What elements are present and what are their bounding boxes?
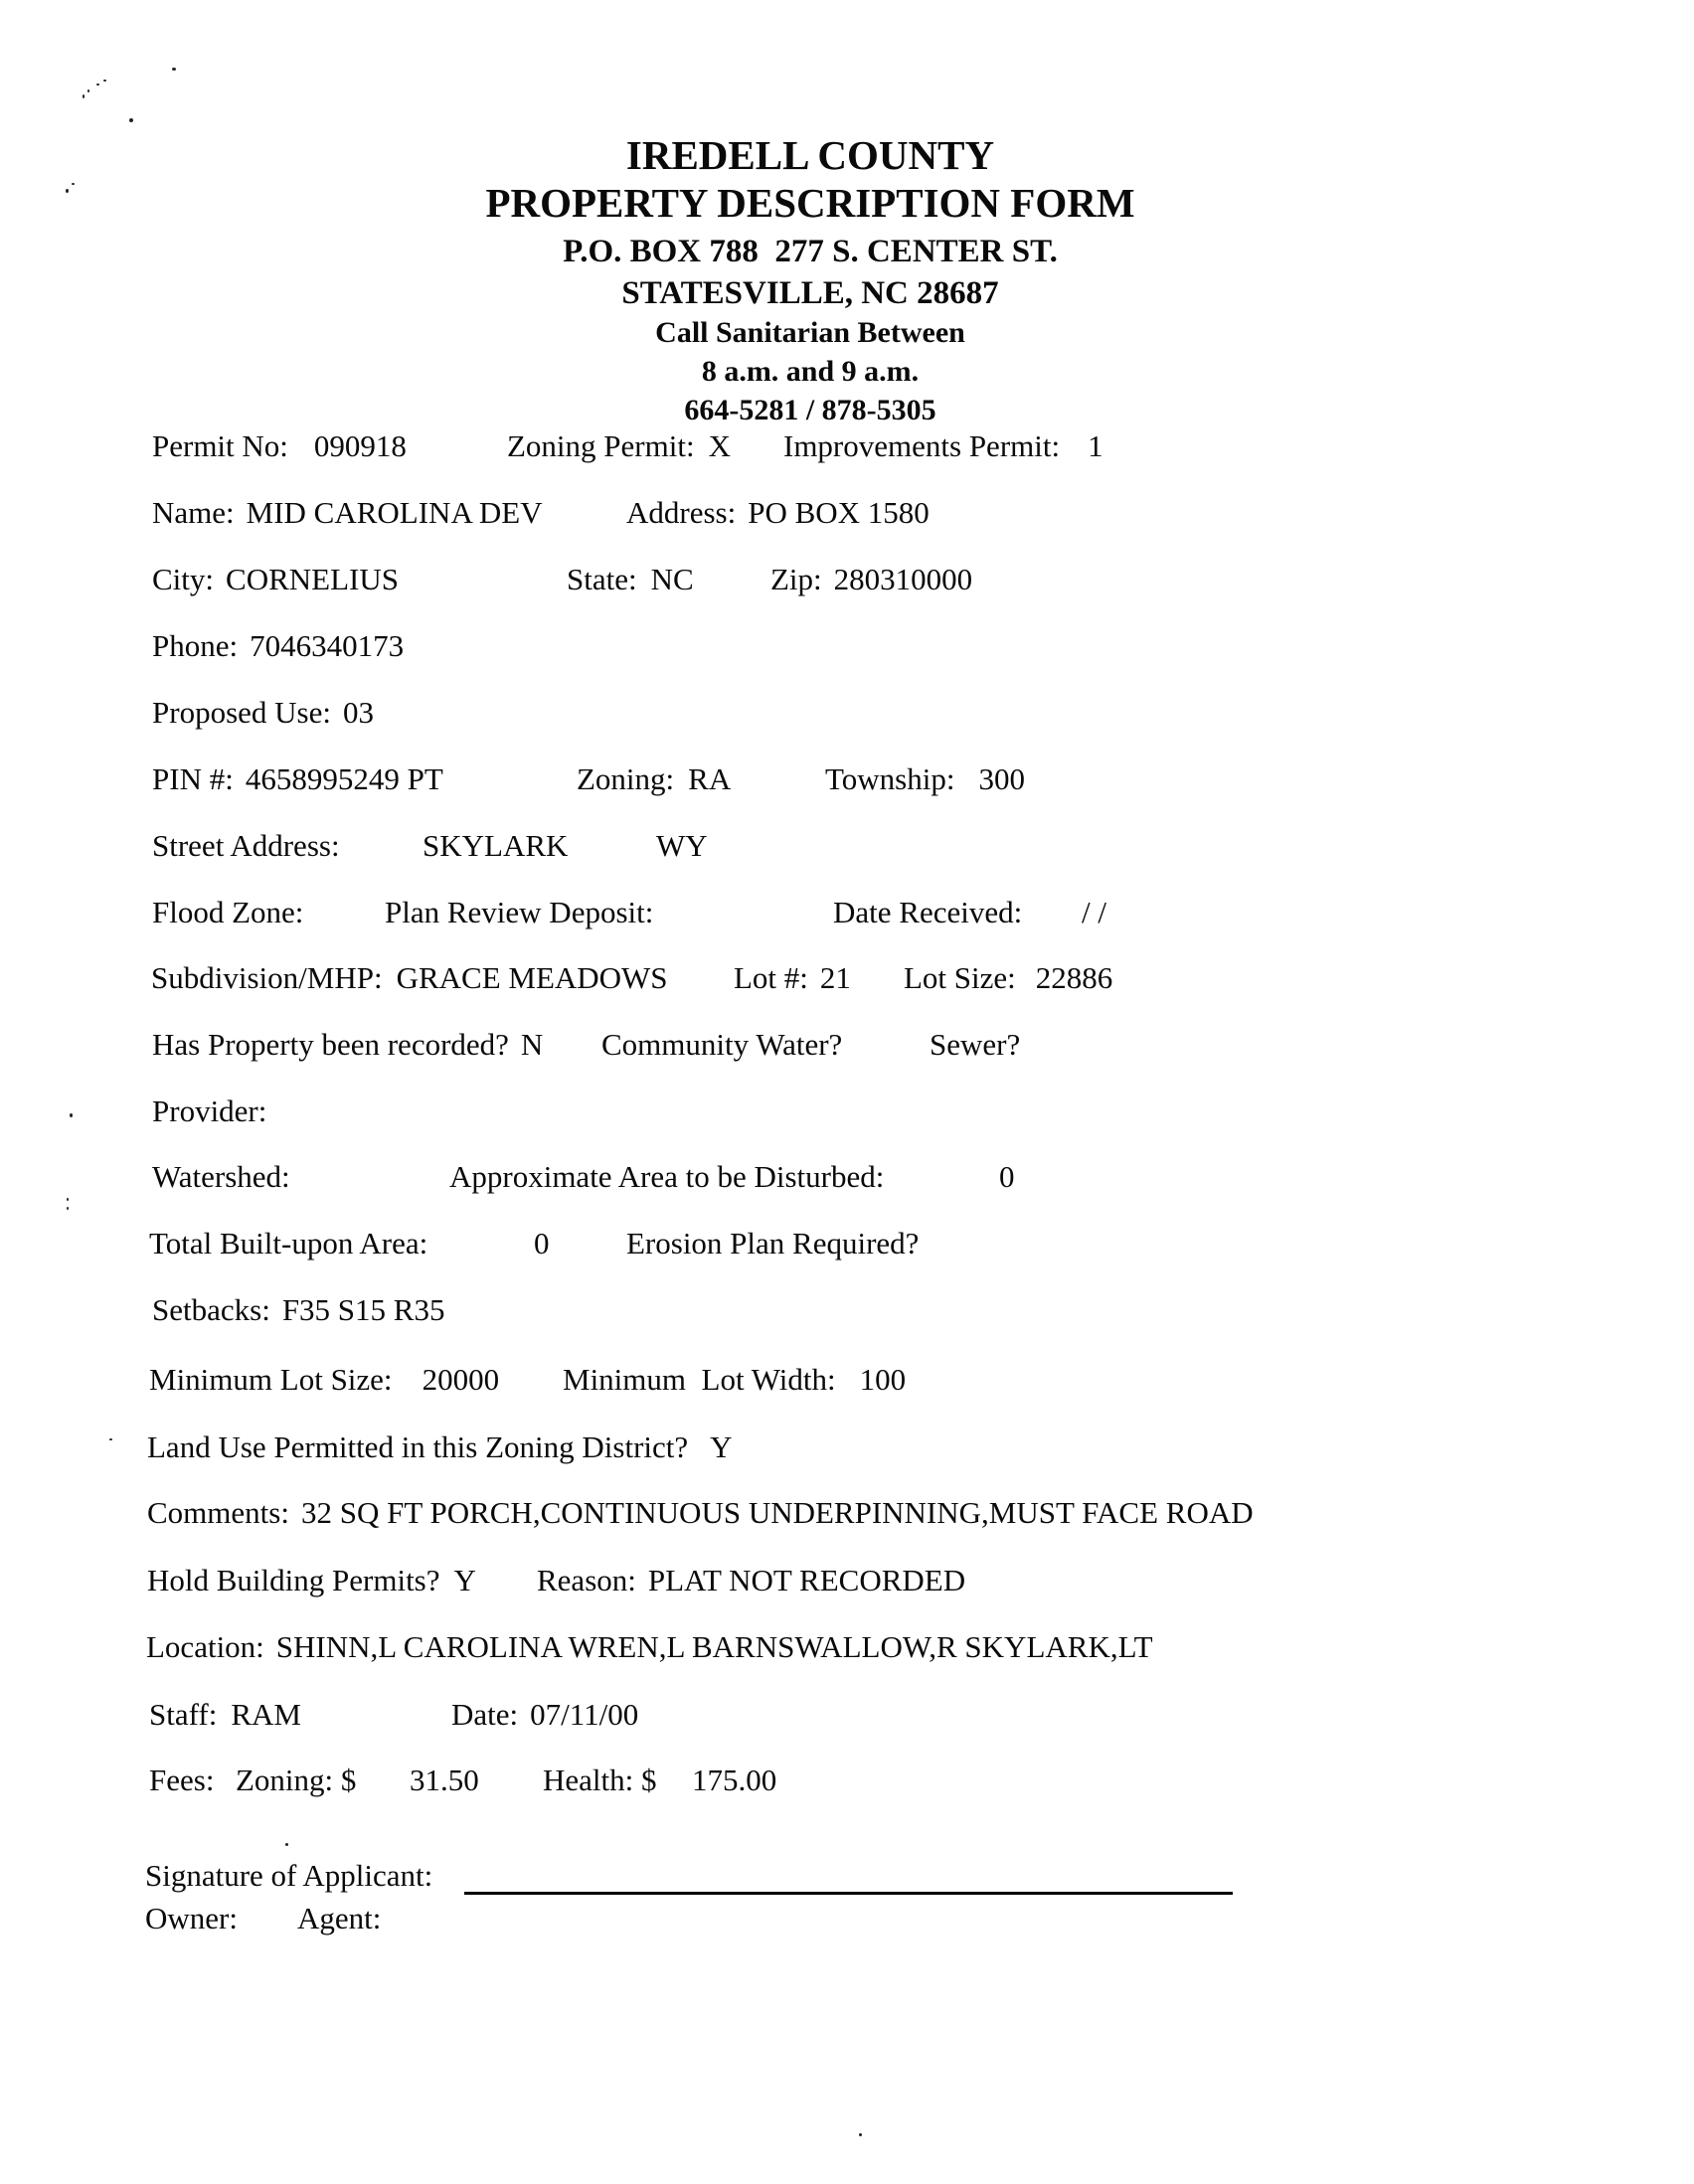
field-value: 1 (1088, 428, 1103, 463)
fees-zoning-amount (410, 1764, 479, 1795)
field-built-upon-area-value (534, 1228, 550, 1259)
fees-zoning-label (236, 1764, 356, 1795)
field-area-disturbed-value (999, 1161, 1015, 1192)
field-label: Watershed: (152, 1159, 290, 1194)
field-lot-size (904, 962, 1112, 993)
field-value: 4658995249 PT (245, 761, 443, 796)
field-label: Location: (146, 1629, 264, 1664)
field-label: Land Use Permitted in this Zoning District? (147, 1429, 689, 1464)
field-value: Y (453, 1563, 476, 1597)
field-date-received-value (1082, 897, 1106, 927)
field-value: PLAT NOT RECORDED (647, 1563, 966, 1597)
field-label: Flood Zone: (152, 895, 304, 929)
field-date-received-label (833, 897, 1022, 927)
field-label: Owner: (145, 1901, 238, 1935)
field-value: 090918 (313, 428, 407, 463)
field-value: 07/11/00 (530, 1697, 639, 1732)
field-label: Approximate Area to be Disturbed: (449, 1159, 885, 1194)
field-property-recorded (152, 1029, 543, 1060)
scan-speck (172, 68, 176, 71)
field-value: GRACE MEADOWS (396, 960, 668, 995)
field-plan-review-deposit (385, 897, 653, 927)
field-label: Minimum Lot Size: (149, 1362, 393, 1397)
field-label: Proposed Use: (152, 695, 331, 730)
form-title: PROPERTY DESCRIPTION FORM (485, 180, 1135, 226)
scan-speck (66, 189, 69, 193)
fees-label (149, 1764, 214, 1795)
scan-speck (67, 1198, 69, 1201)
field-street-address-value (423, 830, 568, 861)
field-label: Staff: (149, 1697, 218, 1732)
field-value: 175.00 (692, 1763, 777, 1797)
field-area-disturbed-label (449, 1161, 884, 1192)
field-label: Erosion Plan Required? (626, 1226, 920, 1260)
field-label: Provider: (152, 1093, 267, 1128)
field-value: 03 (342, 695, 374, 730)
field-label: Setbacks: (152, 1292, 270, 1327)
field-erosion-plan (626, 1228, 919, 1259)
field-value: 31.50 (410, 1763, 479, 1797)
field-value: RAM (231, 1697, 301, 1732)
field-label: Lot #: (734, 960, 808, 995)
field-label: Zoning Permit: (507, 428, 695, 463)
scan-speck (859, 2133, 862, 2136)
field-label: Total Built-upon Area: (149, 1226, 428, 1260)
field-label: Street Address: (152, 828, 340, 863)
field-street-address-suffix (656, 830, 708, 861)
scan-speck (285, 1843, 288, 1846)
field-setbacks (152, 1294, 444, 1325)
field-street-address-label (152, 830, 340, 861)
field-state (567, 564, 694, 594)
scan-speck (109, 1438, 112, 1440)
scan-speck (87, 89, 89, 92)
scan-speck (70, 1113, 73, 1117)
field-reason (537, 1565, 965, 1596)
field-hold-building-permits (147, 1565, 476, 1596)
field-zoning-permit (507, 430, 731, 461)
field-value: 0 (534, 1226, 550, 1260)
field-value: / / (1082, 895, 1106, 929)
field-label: Plan Review Deposit: (385, 895, 654, 929)
header-city-line: STATESVILLE, NC 28687 (621, 275, 999, 311)
field-label: Community Water? (601, 1027, 843, 1062)
field-label: Zoning: $ (236, 1763, 357, 1797)
field-label: Township: (825, 761, 955, 796)
field-value: X (708, 428, 731, 463)
field-value: 300 (978, 761, 1025, 796)
field-date (451, 1699, 638, 1730)
field-subdivision (151, 962, 668, 993)
field-value: RA (688, 761, 732, 796)
scan-speck (72, 183, 75, 185)
field-label: Has Property been recorded? (152, 1027, 509, 1062)
field-pin (152, 763, 443, 794)
field-value: 7046340173 (250, 628, 405, 663)
field-label: Date Received: (833, 895, 1023, 929)
field-label: City: (152, 562, 215, 596)
header-note-line1: Call Sanitarian Between (655, 316, 965, 349)
scan-speck (129, 118, 133, 122)
agent-label (297, 1903, 381, 1933)
field-label: Minimum Lot Width: (563, 1362, 836, 1397)
field-value: MID CAROLINA DEV (246, 495, 543, 530)
scan-speck (96, 84, 99, 85)
header-po-box-line: P.O. BOX 788 277 S. CENTER ST. (563, 234, 1058, 269)
field-label: Zoning: (577, 761, 675, 796)
field-label: PIN #: (152, 761, 234, 796)
signature-line (464, 1892, 1233, 1895)
field-phone (152, 630, 404, 661)
field-value: F35 S15 R35 (281, 1292, 445, 1327)
field-flood-zone (152, 897, 303, 927)
field-label: Date: (451, 1697, 519, 1732)
field-label: Signature of Applicant: (145, 1858, 433, 1893)
field-township (825, 763, 1025, 794)
field-improvements-permit (783, 430, 1103, 461)
field-label: Zip: (770, 562, 822, 596)
field-value: 100 (859, 1362, 907, 1397)
field-watershed (152, 1161, 290, 1192)
field-label: Lot Size: (904, 960, 1016, 995)
field-staff (149, 1699, 301, 1730)
field-label: Address: (626, 495, 737, 530)
field-label: Agent: (297, 1901, 382, 1935)
field-value: Y (710, 1429, 733, 1464)
scan-speck (83, 94, 85, 98)
field-city (152, 564, 399, 594)
signature-of-applicant-label (145, 1860, 432, 1891)
scan-speck (103, 80, 106, 82)
field-value: N (520, 1027, 544, 1062)
field-label: Name: (152, 495, 235, 530)
field-value: 22886 (1035, 960, 1113, 995)
field-permit-no (152, 430, 407, 461)
fees-health-label (543, 1764, 657, 1795)
field-zip (770, 564, 972, 594)
field-min-lot-width (563, 1364, 906, 1395)
field-label: Fees: (149, 1763, 215, 1797)
field-label: Reason: (537, 1563, 636, 1597)
owner-label (145, 1903, 238, 1933)
field-sewer (930, 1029, 1020, 1060)
field-label: Sewer? (930, 1027, 1021, 1062)
field-value: NC (650, 562, 694, 596)
field-label: Improvements Permit: (783, 428, 1061, 463)
field-name (152, 497, 543, 528)
field-provider (152, 1095, 266, 1126)
field-value: PO BOX 1580 (748, 495, 930, 530)
field-value: 32 SQ FT PORCH,CONTINUOUS UNDERPINNING,MUST FACE ROAD (300, 1495, 1254, 1530)
field-value: SKYLARK (423, 828, 569, 863)
field-land-use-permitted (147, 1431, 733, 1462)
field-value: 280310000 (833, 562, 973, 596)
field-address (626, 497, 930, 528)
field-comments (147, 1497, 1254, 1528)
field-label: Hold Building Permits? (147, 1563, 440, 1597)
field-label: Comments: (147, 1495, 289, 1530)
field-location (146, 1631, 1153, 1662)
scan-speck (67, 1207, 69, 1210)
field-label: Phone: (152, 628, 239, 663)
field-value: 0 (999, 1159, 1015, 1194)
fees-health-amount (692, 1764, 776, 1795)
field-proposed-use (152, 697, 374, 728)
field-value: SHINN,L CAROLINA WREN,L BARNSWALLOW,R SKYLARK,LT (275, 1629, 1153, 1664)
field-label: Health: $ (543, 1763, 657, 1797)
field-label: Permit No: (152, 428, 288, 463)
field-label: State: (567, 562, 637, 596)
county-title: IREDELL COUNTY (625, 132, 995, 178)
field-value: WY (656, 828, 708, 863)
field-value: CORNELIUS (226, 562, 399, 596)
header-phone-numbers: 664-5281 / 878-5305 (684, 394, 936, 426)
field-zoning (577, 763, 731, 794)
field-value: 20000 (422, 1362, 500, 1397)
field-min-lot-size (149, 1364, 499, 1395)
field-value: 21 (819, 960, 851, 995)
field-lot-number (734, 962, 851, 993)
field-community-water (601, 1029, 842, 1060)
field-built-upon-area-label (149, 1228, 427, 1259)
header-note-line2: 8 a.m. and 9 a.m. (701, 355, 920, 388)
field-label: Subdivision/MHP: (151, 960, 383, 995)
